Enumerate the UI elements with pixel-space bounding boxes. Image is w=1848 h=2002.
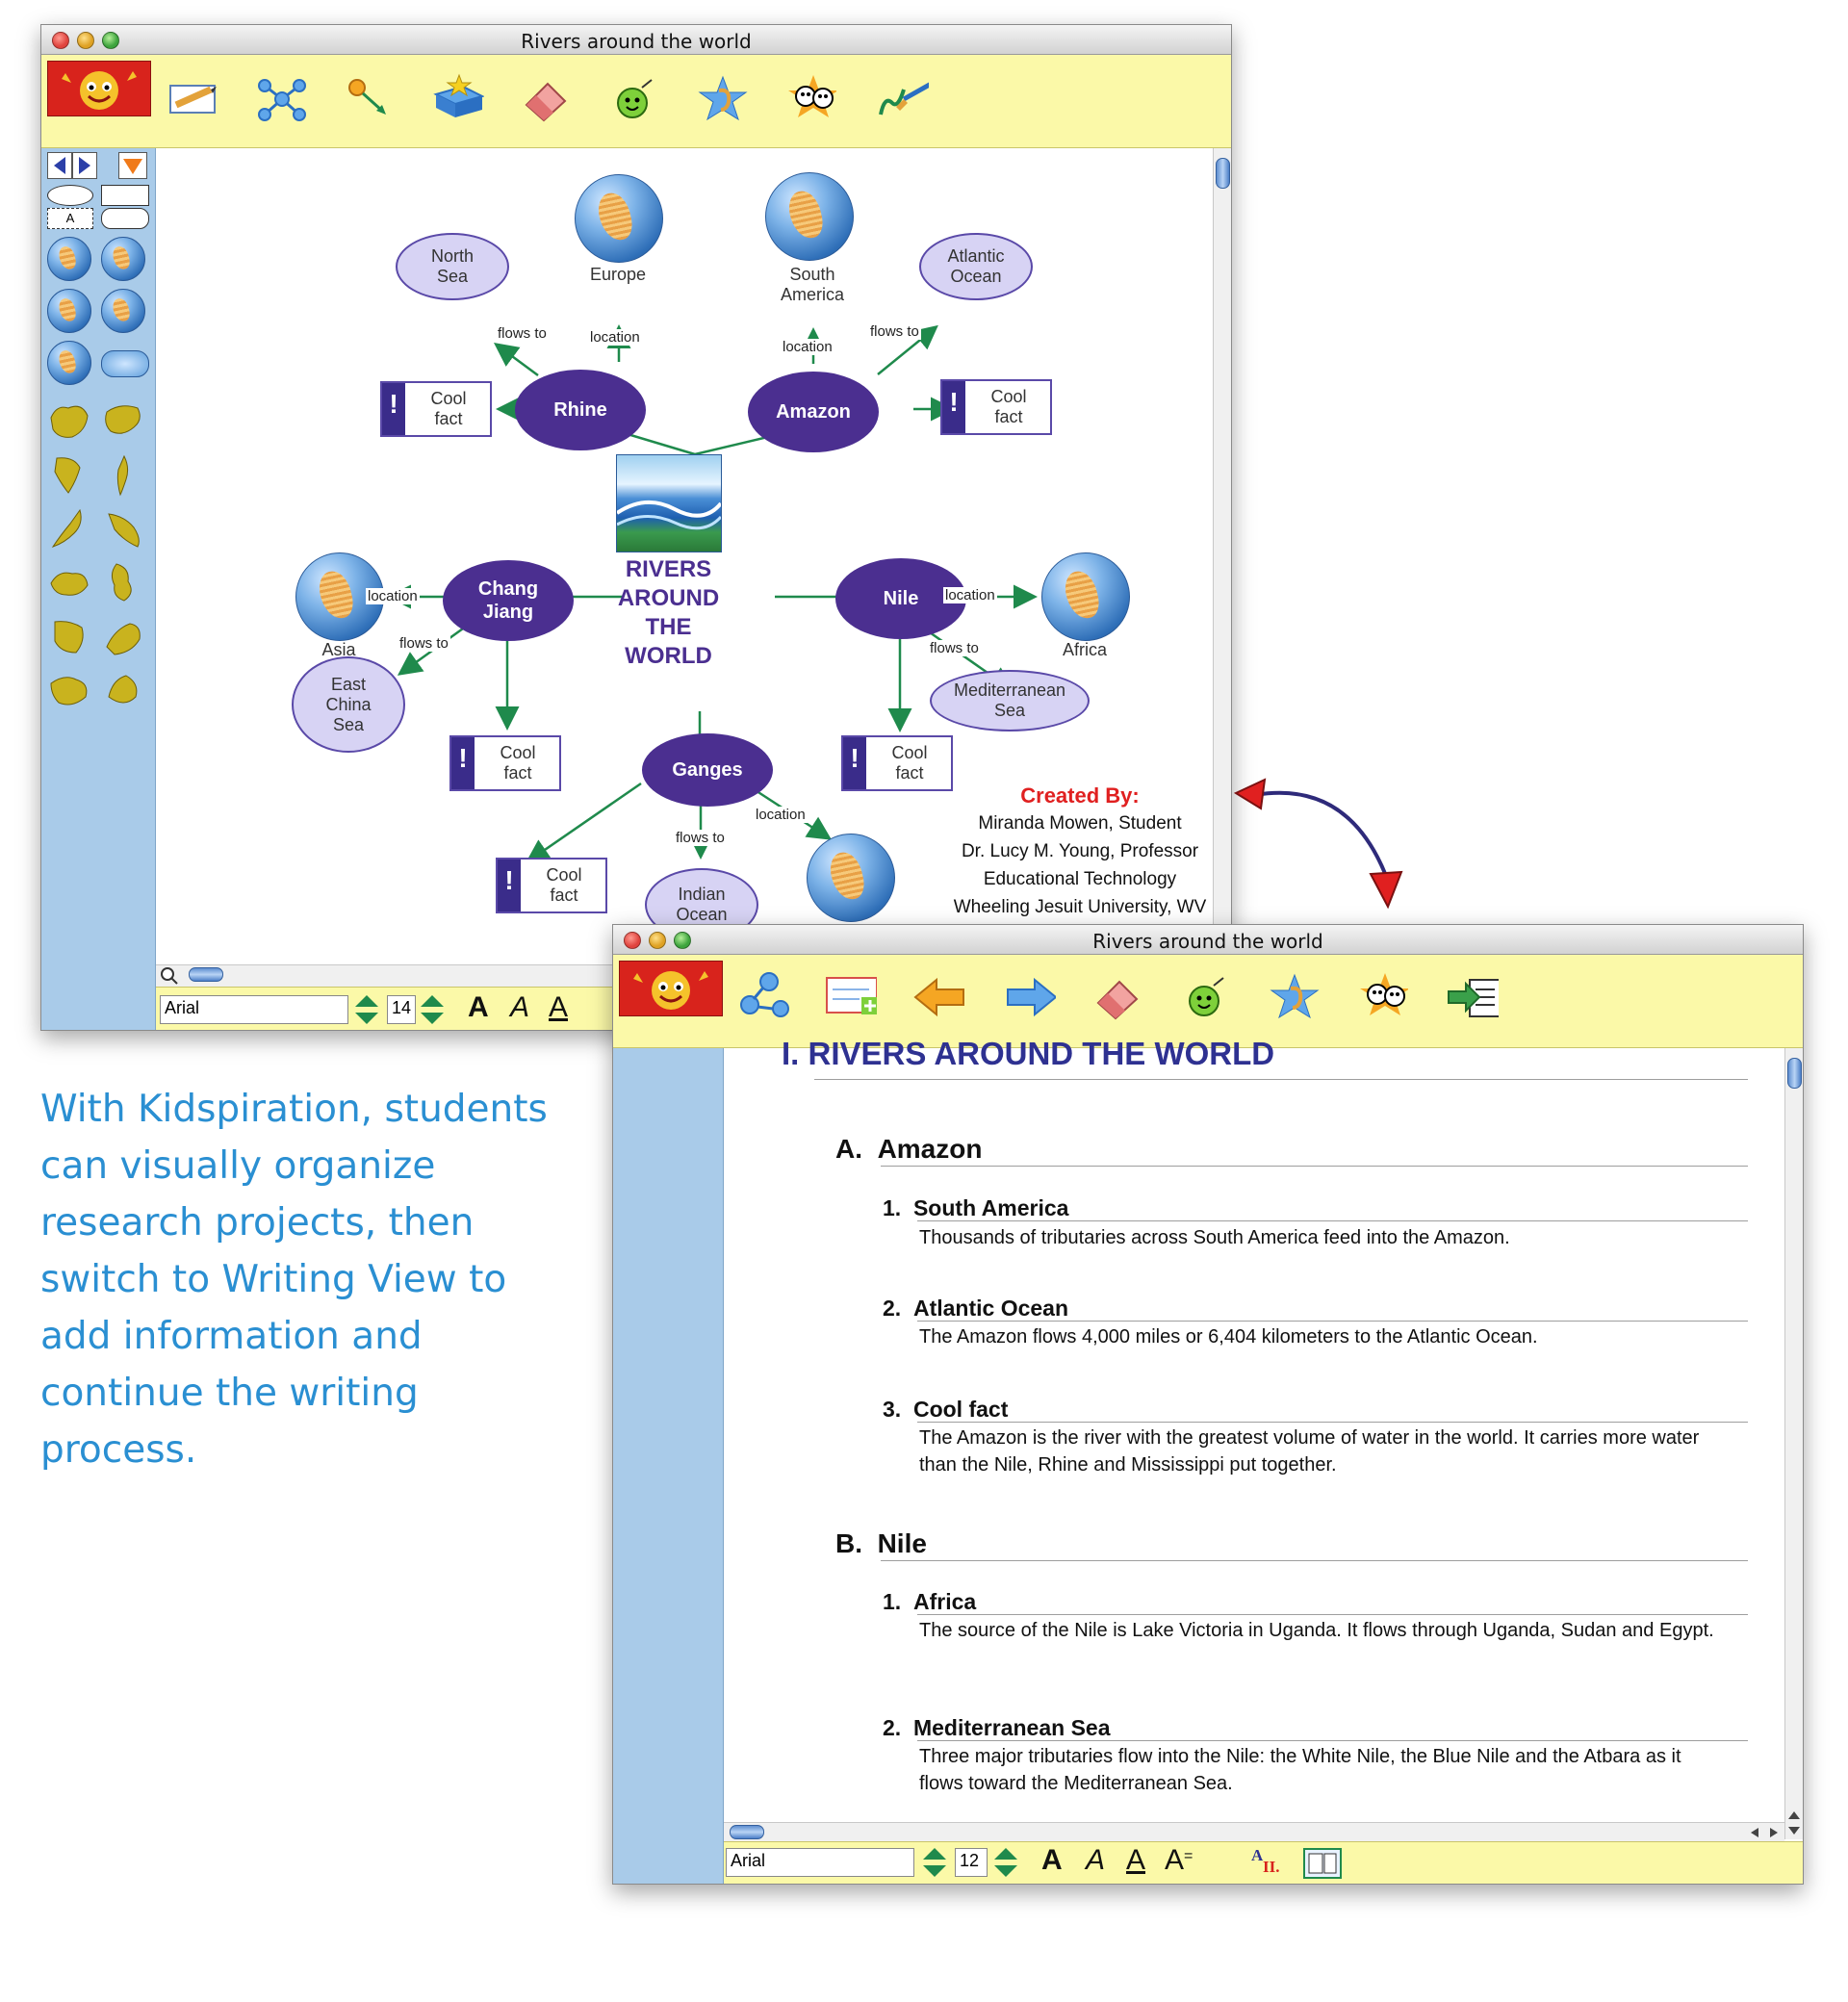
zoom-icon[interactable] [160,966,179,986]
river-node-chang-jiang[interactable]: Chang Jiang [443,560,574,641]
globe-symbol-icon[interactable] [101,289,145,333]
topic-rule [917,1614,1748,1615]
place-label-europe: Europe [589,265,647,284]
topic-note-text[interactable]: Thousands of tributaries across South America feed into the Amazon. [919,1227,1510,1248]
world-map-symbol-icon[interactable] [101,350,149,377]
writing-format-bar [724,1841,1803,1885]
river-node-rhine[interactable]: Rhine [515,370,646,450]
africa-globe-icon[interactable] [1041,552,1130,641]
font-size-field[interactable]: 12 [955,1848,988,1877]
diagram-canvas[interactable] [156,148,1212,990]
diagram-titlebar[interactable] [41,25,1231,55]
font-size-field[interactable]: 14 [387,995,416,1024]
globe-symbol-icon[interactable] [47,237,91,281]
continent-symbol-icon[interactable] [101,668,145,712]
place-label-south-america: South America [780,265,844,304]
section-heading[interactable]: A. Amazon [835,1134,983,1164]
place-node-indian-ocean[interactable]: Indian Ocean [645,868,758,941]
globe-symbol-icon[interactable] [47,341,91,385]
continent-symbol-icon[interactable] [101,560,145,604]
writing-view-pencil-icon[interactable] [167,72,220,126]
move-left-arrow-icon[interactable] [911,970,965,1024]
view-switch-arrow [1222,770,1434,924]
river-node-nile[interactable]: Nile [835,558,966,639]
central-topic-label[interactable]: RIVERS AROUND THE WORLD [617,556,720,669]
oval-shape-button[interactable] [47,185,93,206]
topic-heading[interactable]: 1. Africa [883,1589,977,1614]
place-node-atlantic-ocean[interactable]: Atlantic Ocean [919,233,1033,300]
continent-symbol-icon[interactable] [47,452,91,497]
italic-button[interactable]: A [1086,1844,1106,1876]
topic-heading[interactable]: 1. South America [883,1195,1069,1220]
link-label-location[interactable]: location [368,588,418,604]
continent-symbol-icon[interactable] [101,452,145,497]
rectangle-shape-button[interactable] [101,185,149,206]
link-label-location[interactable]: location [590,329,640,346]
listen-ear-icon[interactable] [696,72,750,126]
scroll-down-arrow[interactable] [1785,1824,1803,1837]
underline-button[interactable]: A [1126,1844,1146,1876]
kidspiration-logo-button[interactable] [619,961,723,1016]
spell-check-icon[interactable] [1179,970,1233,1024]
topic-heading[interactable]: 2. Atlantic Ocean [883,1296,1069,1321]
font-name-field[interactable]: Arial [726,1848,914,1877]
ganges-location-globe-icon[interactable] [807,834,895,922]
topic-rule [917,1321,1748,1322]
document-vertical-scrollbar[interactable] [1784,1048,1803,1839]
palette-next-arrow[interactable] [72,152,97,179]
cool-fact-ganges[interactable]: ! Cool fact [496,858,607,913]
continent-symbol-icon[interactable] [47,506,91,551]
text-box-button[interactable]: A [47,208,93,229]
rapid-fire-icon[interactable] [255,72,309,126]
symbol-library-icon[interactable] [430,70,484,124]
diagram-scroll-thumb[interactable] [1216,158,1230,189]
place-node-east-china-sea[interactable]: East China Sea [292,656,405,753]
font-name-stepper[interactable] [920,1846,949,1879]
heading-rule [814,1079,1748,1080]
topic-rule [917,1220,1748,1221]
writing-sidebar [613,1048,724,1884]
link-label-flows-to[interactable]: flows to [399,635,449,652]
kidspiration-logo-button[interactable] [47,61,151,116]
add-note-icon[interactable] [823,968,877,1022]
link-label-location[interactable]: location [756,807,806,823]
central-topic-picture[interactable] [616,454,722,552]
diagram-window-title: Rivers around the world [521,30,752,53]
topic-note-text[interactable]: The source of the Nile is Lake Victoria in Uganda. It flows through Uganda, Sudan and Egypt. [919,1620,1714,1641]
continent-symbol-icon[interactable] [101,398,145,443]
topic-rule [917,1740,1748,1741]
palette-menu-arrow[interactable] [118,152,147,179]
diagram-window [40,24,1232,1031]
document-horizontal-scroll-thumb[interactable] [730,1825,764,1839]
paintbrush-icon[interactable] [875,72,929,126]
continent-symbol-icon[interactable] [47,614,91,658]
topic-rule [917,1422,1748,1423]
font-name-stepper[interactable] [352,993,381,1026]
enrichment-faces-icon[interactable] [783,70,836,124]
font-size-stepper[interactable] [991,1846,1020,1879]
place-label-asia: Asia [321,640,356,659]
continent-symbol-icon[interactable] [47,560,91,604]
move-right-arrow-icon[interactable] [1002,970,1056,1024]
caption-text: With Kidspiration, students can visually organize research projects, then switch to Writing View to add information and continue the writing process. [40,1088,548,1472]
link-label-location[interactable]: location [783,339,833,355]
link-label-flows-to[interactable]: flows to [498,325,547,342]
globe-symbol-icon[interactable] [47,289,91,333]
continent-symbol-icon[interactable] [47,668,91,712]
superscript-button[interactable]: A= [1165,1844,1194,1876]
outline-numbering-button[interactable]: A II. [1251,1846,1280,1876]
enrichment-faces-icon[interactable] [1354,968,1408,1022]
symbol-palette [41,148,156,1030]
document-horizontal-scrollbar[interactable] [724,1822,1784,1842]
writing-toolbar [613,955,1803,1048]
scroll-up-arrow[interactable] [1785,1809,1803,1822]
bold-button[interactable]: A [1041,1844,1063,1876]
bold-button[interactable]: A [468,991,489,1023]
topic-heading[interactable]: 3. Cool fact [883,1397,1009,1422]
cool-fact-nile[interactable]: ! Cool fact [841,735,953,791]
transfer-to-word-processor-icon[interactable] [1445,970,1499,1024]
link-label-flows-to[interactable]: flows to [930,640,979,656]
continent-symbol-icon[interactable] [47,398,91,443]
palette-previous-arrow[interactable] [47,152,72,179]
scroll-left-arrow[interactable] [1748,1825,1763,1840]
font-size-stepper[interactable] [418,993,447,1026]
writing-window-title: Rivers around the world [1092,930,1323,953]
section-rule [881,1166,1748,1167]
listen-ear-icon[interactable] [1268,970,1322,1024]
cool-fact-chang-jiang[interactable]: ! Cool fact [449,735,561,791]
europe-globe-icon[interactable] [575,174,663,263]
eraser-icon[interactable] [1091,970,1144,1024]
river-node-ganges[interactable]: Ganges [642,733,773,807]
section-heading[interactable]: B. Nile [835,1528,927,1558]
south-america-globe-icon[interactable] [765,172,854,261]
place-node-mediterranean-sea[interactable]: Mediterranean Sea [930,670,1090,732]
diagram-horizontal-scroll-thumb[interactable] [189,967,223,982]
underline-button[interactable]: A [549,991,569,1023]
place-label-africa: Africa [1062,640,1107,659]
rounded-rectangle-button[interactable] [101,208,149,229]
section-rule [881,1560,1748,1561]
link-label-location[interactable]: location [945,587,995,603]
cool-fact-amazon[interactable]: ! Cool fact [940,379,1052,435]
river-node-amazon[interactable]: Amazon [748,372,879,452]
place-node-north-sea[interactable]: North Sea [396,233,509,300]
topic-note-text[interactable]: The Amazon is the river with the greatest volume of water in the world. It carries more water than the Nile, Rhine and Mississippi put together. [919,1427,1700,1476]
spell-check-icon[interactable] [607,72,661,126]
document-main-heading[interactable]: I. RIVERS AROUND THE WORLD [782,1036,1275,1071]
writing-titlebar[interactable] [613,925,1803,955]
scroll-right-arrow[interactable] [1765,1825,1781,1840]
link-label-flows-to[interactable]: flows to [870,323,919,340]
credits-block[interactable]: Created By: Miranda Mowen, Student Dr. Lucy M. Young, Professor Educational Technology Wheeling Jesuit University, WV [953,783,1207,917]
globe-symbol-icon[interactable] [101,237,145,281]
eraser-icon[interactable] [519,72,573,126]
topic-heading[interactable]: 2. Mediterranean Sea [883,1715,1111,1740]
document-scroll-thumb[interactable] [1787,1058,1802,1089]
picture-view-icon[interactable] [738,968,792,1022]
notes-layout-button[interactable] [1303,1848,1342,1879]
link-label-flows-to[interactable]: flows to [676,830,725,846]
cool-fact-rhine[interactable]: ! Cool fact [380,381,492,437]
topic-note-text[interactable]: Three major tributaries flow into the Nile: the White Nile, the Blue Nile and the Atbara as it flows toward the Mediterranean Sea. [919,1746,1681,1794]
diagram-toolbar [41,55,1231,148]
continent-symbol-icon[interactable] [101,506,145,551]
font-name-field[interactable]: Arial [160,995,348,1024]
continent-symbol-icon[interactable] [101,614,145,658]
italic-button[interactable]: A [510,991,530,1023]
link-tool-icon[interactable] [344,72,398,126]
topic-note-text[interactable]: The Amazon flows 4,000 miles or 6,404 kilometers to the Atlantic Ocean. [919,1326,1538,1348]
